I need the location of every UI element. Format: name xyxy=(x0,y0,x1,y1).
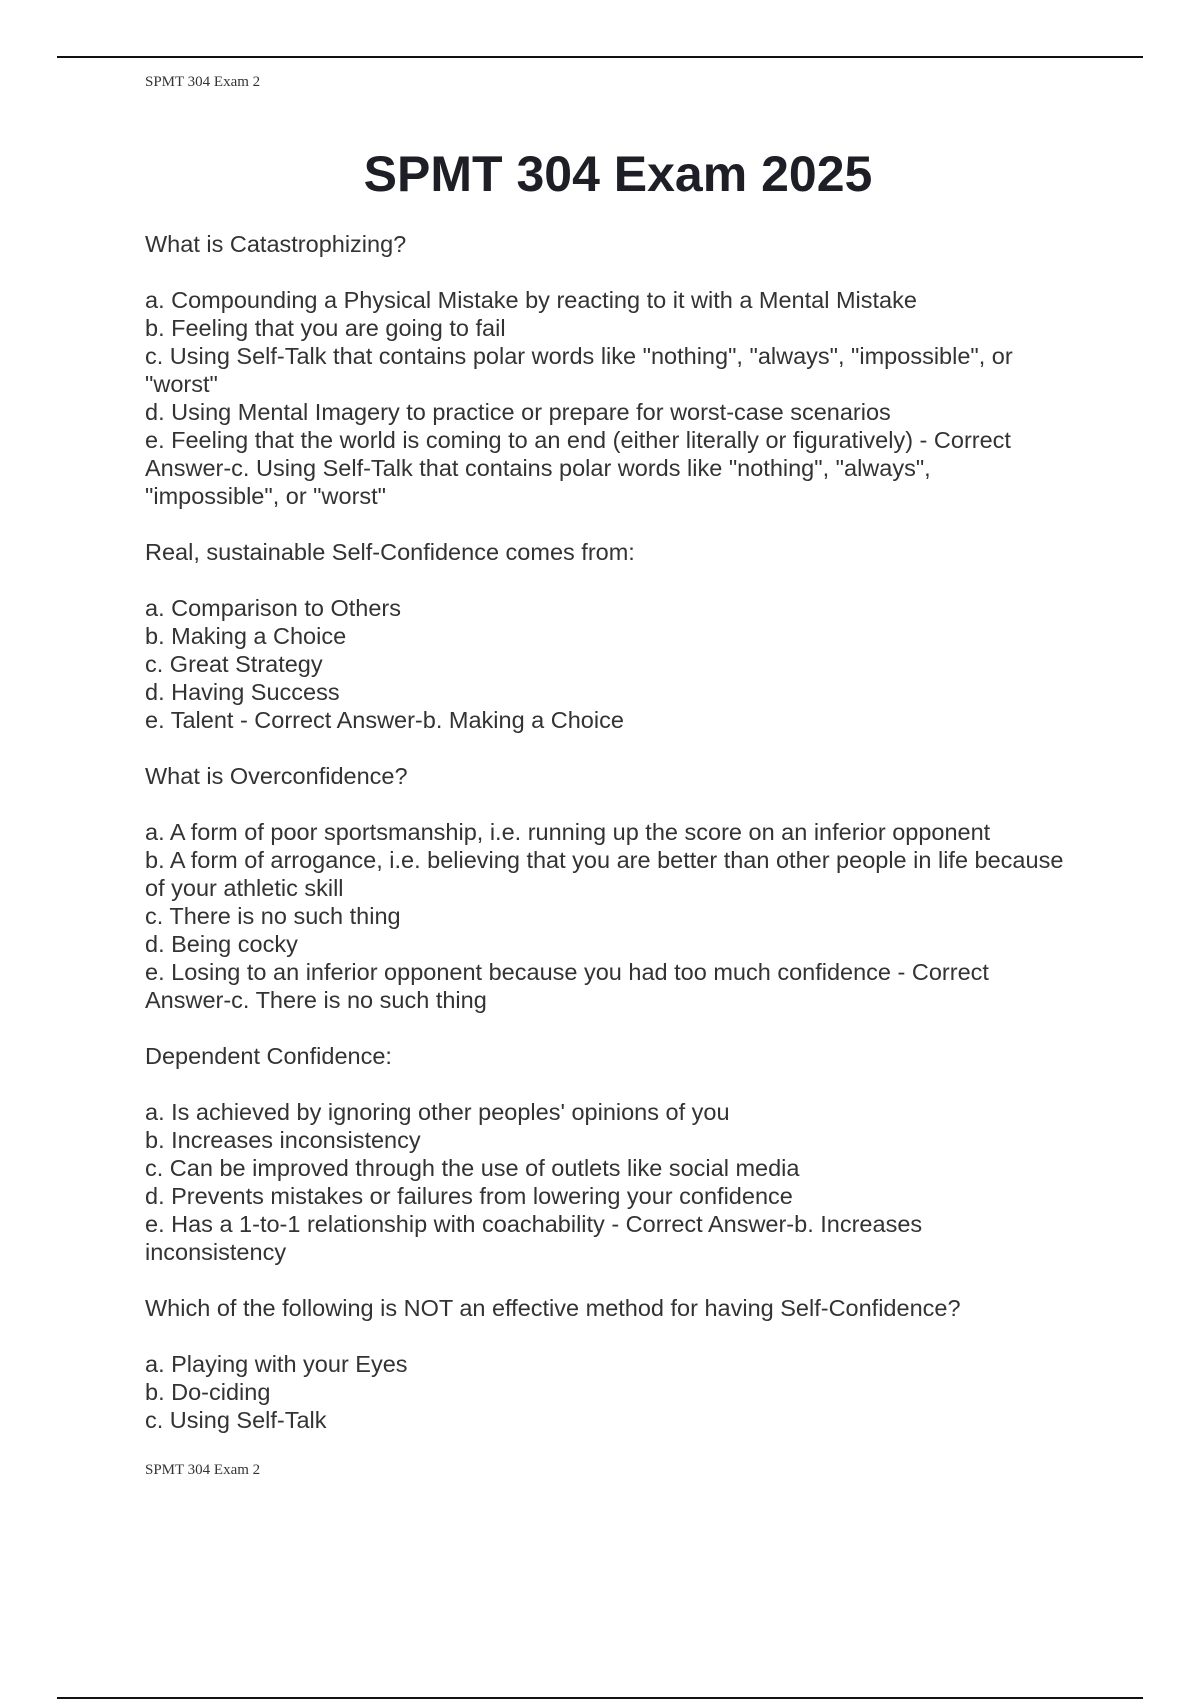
question-block xyxy=(145,1042,1065,1266)
answer-option: c. Using Self-Talk xyxy=(145,1407,327,1433)
answer-options xyxy=(145,1350,1065,1434)
bottom-rule xyxy=(57,1697,1143,1699)
answer-option: d. Having Success xyxy=(145,679,340,705)
question-text: Dependent Confidence: xyxy=(145,1043,392,1069)
question-block xyxy=(145,1294,1065,1434)
answer-options xyxy=(145,286,1065,510)
question-block xyxy=(145,230,1065,510)
question-text: Real, sustainable Self-Confidence comes from: xyxy=(145,539,635,565)
answer-options xyxy=(145,818,1065,1014)
running-header: SPMT 304 Exam 2 xyxy=(145,74,261,90)
document-title: SPMT 304 Exam 2025 xyxy=(363,146,873,202)
answer-option: c. Using Self-Talk that contains polar words like "nothing", "always", "impossible", or "worst" xyxy=(145,343,1013,397)
question-text: Which of the following is NOT an effective method for having Self-Confidence? xyxy=(145,1295,961,1321)
answer-option: a. Is achieved by ignoring other peoples' opinions of you xyxy=(145,1099,730,1125)
answer-option: b. Feeling that you are going to fail xyxy=(145,315,506,341)
answer-option: c. There is no such thing xyxy=(145,903,401,929)
answer-option: e. Feeling that the world is coming to an end (either literally or figuratively) - Correct Answer-c. Using Self-Talk that contains polar words like "nothing", "always", "impossible", or "worst" xyxy=(145,427,1011,509)
answer-option: b. Making a Choice xyxy=(145,623,347,649)
answer-option: e. Has a 1-to-1 relationship with coachability - Correct Answer-b. Increases inconsistency xyxy=(145,1211,923,1265)
running-footer: SPMT 304 Exam 2 xyxy=(145,1462,261,1478)
answer-option: e. Losing to an inferior opponent because you had too much confidence - Correct Answer-c. There is no such thing xyxy=(145,959,989,1013)
answer-option: a. Compounding a Physical Mistake by reacting to it with a Mental Mistake xyxy=(145,287,917,313)
answer-option: a. Playing with your Eyes xyxy=(145,1351,408,1377)
answer-option: d. Prevents mistakes or failures from lowering your confidence xyxy=(145,1183,793,1209)
answer-option: b. A form of arrogance, i.e. believing that you are better than other people in life because of your athletic skill xyxy=(145,847,1064,901)
answer-option: a. Comparison to Others xyxy=(145,595,401,621)
question-block xyxy=(145,538,1065,734)
answer-option: c. Great Strategy xyxy=(145,651,323,677)
answer-option: e. Talent - Correct Answer-b. Making a Choice xyxy=(145,707,624,733)
answer-options xyxy=(145,594,1065,734)
answer-options xyxy=(145,1098,1065,1266)
answer-option: a. A form of poor sportsmanship, i.e. running up the score on an inferior opponent xyxy=(145,819,991,845)
question-text: What is Catastrophizing? xyxy=(145,231,407,257)
answer-option: c. Can be improved through the use of outlets like social media xyxy=(145,1155,800,1181)
answer-option: b. Do-ciding xyxy=(145,1379,271,1405)
question-block xyxy=(145,762,1065,1014)
question-text: What is Overconfidence? xyxy=(145,763,408,789)
answer-option: d. Using Mental Imagery to practice or prepare for worst-case scenarios xyxy=(145,399,891,425)
question-list xyxy=(145,230,1065,1462)
answer-option: d. Being cocky xyxy=(145,931,298,957)
top-rule xyxy=(57,56,1143,58)
answer-option: b. Increases inconsistency xyxy=(145,1127,421,1153)
